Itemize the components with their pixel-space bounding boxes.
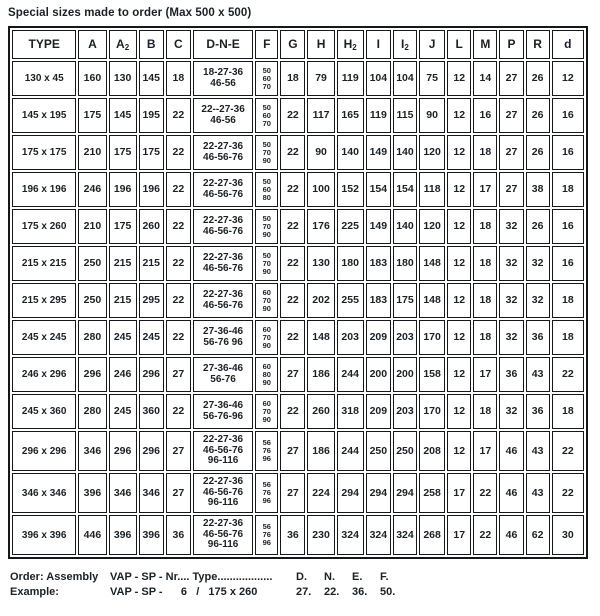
cell-p: 32 bbox=[499, 394, 523, 429]
cell-i: 200 bbox=[366, 357, 391, 392]
col-header-m: M bbox=[473, 30, 497, 59]
cell-c: 22 bbox=[166, 172, 191, 207]
cell-p: 36 bbox=[499, 357, 523, 392]
cell-i: 149 bbox=[366, 135, 391, 170]
cell-b: 295 bbox=[139, 283, 164, 318]
cell-m: 14 bbox=[473, 61, 497, 96]
cell-i2: 203 bbox=[393, 320, 417, 355]
table-row bbox=[12, 98, 584, 133]
cell-dne: 27-36-46 56-76-96 bbox=[193, 394, 253, 429]
cell-b: 175 bbox=[139, 135, 164, 170]
cell-h: 148 bbox=[307, 320, 334, 355]
cell-b: 145 bbox=[139, 61, 164, 96]
cell-type: 346 x 346 bbox=[12, 473, 76, 513]
table-row bbox=[12, 283, 584, 318]
cell-b: 260 bbox=[139, 209, 164, 244]
col-header-h2: $H_2$ bbox=[337, 30, 364, 59]
cell-l: 12 bbox=[447, 357, 471, 392]
col-header-dne: D-N-E bbox=[193, 30, 253, 59]
table-row bbox=[12, 320, 584, 355]
cell-f: 50 70 90 bbox=[255, 135, 278, 170]
cell-h: 176 bbox=[307, 209, 334, 244]
cell-type: 130 x 45 bbox=[12, 61, 76, 96]
cell-j: 208 bbox=[419, 431, 445, 471]
cell-j: 148 bbox=[419, 246, 445, 281]
cell-d: 22 bbox=[552, 473, 584, 513]
cell-i: 149 bbox=[366, 209, 391, 244]
cell-a: 296 bbox=[78, 357, 106, 392]
cell-type: 196 x 196 bbox=[12, 172, 76, 207]
cell-i2: 203 bbox=[393, 394, 417, 429]
cell-c: 22 bbox=[166, 135, 191, 170]
cell-f: 56 76 96 bbox=[255, 515, 278, 555]
cell-m: 18 bbox=[473, 209, 497, 244]
cell-f: 50 70 90 bbox=[255, 246, 278, 281]
cell-f: 56 76 96 bbox=[255, 431, 278, 471]
col-header-a: A bbox=[78, 30, 106, 59]
cell-h2: 244 bbox=[337, 431, 364, 471]
cell-m: 17 bbox=[473, 172, 497, 207]
cell-g: 22 bbox=[280, 394, 305, 429]
cell-i2: 294 bbox=[393, 473, 417, 513]
cell-d: 22 bbox=[552, 431, 584, 471]
cell-c: 22 bbox=[166, 283, 191, 318]
cell-h: 224 bbox=[307, 473, 334, 513]
table-body bbox=[12, 61, 584, 555]
cell-f: 50 60 80 bbox=[255, 172, 278, 207]
cell-h: 260 bbox=[307, 394, 334, 429]
cell-i: 250 bbox=[366, 431, 391, 471]
cell-c: 22 bbox=[166, 246, 191, 281]
cell-type: 396 x 396 bbox=[12, 515, 76, 555]
cell-a: 396 bbox=[78, 473, 106, 513]
cell-h2: 318 bbox=[337, 394, 364, 429]
cell-dne: 22--27-36 46-56 bbox=[193, 98, 253, 133]
cell-r: 38 bbox=[526, 172, 550, 207]
cell-j: 120 bbox=[419, 135, 445, 170]
cell-i2: 200 bbox=[393, 357, 417, 392]
cell-h: 202 bbox=[307, 283, 334, 318]
cell-r: 43 bbox=[526, 473, 550, 513]
table-row bbox=[12, 246, 584, 281]
cell-c: 22 bbox=[166, 98, 191, 133]
col-header-j: J bbox=[419, 30, 445, 59]
cell-a2: 245 bbox=[109, 394, 137, 429]
cell-p: 27 bbox=[499, 172, 523, 207]
cell-h2: 152 bbox=[337, 172, 364, 207]
cell-h2: 294 bbox=[337, 473, 364, 513]
cell-r: 43 bbox=[526, 357, 550, 392]
cell-dne: 22-27-36 46-56-76 bbox=[193, 135, 253, 170]
cell-dne: 22-27-36 46-56-76 bbox=[193, 246, 253, 281]
example-line bbox=[10, 585, 594, 600]
cell-p: 32 bbox=[499, 209, 523, 244]
cell-d: 18 bbox=[552, 283, 584, 318]
cell-a: 280 bbox=[78, 320, 106, 355]
cell-b: 396 bbox=[139, 515, 164, 555]
cell-g: 22 bbox=[280, 209, 305, 244]
cell-h: 117 bbox=[307, 98, 334, 133]
cell-dne: 22-27-36 46-56-76 96-116 bbox=[193, 515, 253, 555]
cell-dne: 27-36-46 56-76 bbox=[193, 357, 253, 392]
cell-c: 22 bbox=[166, 320, 191, 355]
cell-j: 75 bbox=[419, 61, 445, 96]
cell-i: 294 bbox=[366, 473, 391, 513]
cell-f: 60 70 90 bbox=[255, 320, 278, 355]
cell-h: 186 bbox=[307, 357, 334, 392]
cell-f: 50 60 70 bbox=[255, 98, 278, 133]
cell-m: 22 bbox=[473, 515, 497, 555]
cell-m: 18 bbox=[473, 283, 497, 318]
cell-r: 32 bbox=[526, 246, 550, 281]
cell-p: 46 bbox=[499, 473, 523, 513]
cell-d: 30 bbox=[552, 515, 584, 555]
cell-l: 12 bbox=[447, 172, 471, 207]
cell-r: 62 bbox=[526, 515, 550, 555]
cell-l: 12 bbox=[447, 320, 471, 355]
cell-g: 22 bbox=[280, 172, 305, 207]
cell-type: 175 x 260 bbox=[12, 209, 76, 244]
cell-a: 175 bbox=[78, 98, 106, 133]
cell-h: 186 bbox=[307, 431, 334, 471]
cell-a: 250 bbox=[78, 246, 106, 281]
table-row bbox=[12, 515, 584, 555]
cell-l: 17 bbox=[447, 515, 471, 555]
example-code: VAP - SP - 6 / 175 x 260 bbox=[110, 586, 258, 598]
cell-d: 16 bbox=[552, 135, 584, 170]
cell-h2: 119 bbox=[337, 61, 364, 96]
col-header-h: H bbox=[307, 30, 334, 59]
cell-a2: 175 bbox=[109, 209, 137, 244]
cell-m: 18 bbox=[473, 394, 497, 429]
cell-p: 46 bbox=[499, 515, 523, 555]
example-col-d: 27. bbox=[296, 586, 312, 598]
cell-i: 104 bbox=[366, 61, 391, 96]
cell-j: 170 bbox=[419, 320, 445, 355]
cell-p: 46 bbox=[499, 431, 523, 471]
cell-h2: 165 bbox=[337, 98, 364, 133]
cell-dne: 22-27-36 46-56-76 96-116 bbox=[193, 431, 253, 471]
cell-i: 154 bbox=[366, 172, 391, 207]
cell-d: 16 bbox=[552, 209, 584, 244]
cell-m: 18 bbox=[473, 135, 497, 170]
cell-r: 36 bbox=[526, 394, 550, 429]
table-row bbox=[12, 431, 584, 471]
cell-l: 12 bbox=[447, 61, 471, 96]
cell-l: 12 bbox=[447, 209, 471, 244]
cell-h: 100 bbox=[307, 172, 334, 207]
cell-l: 12 bbox=[447, 135, 471, 170]
cell-h: 130 bbox=[307, 246, 334, 281]
table-row bbox=[12, 473, 584, 513]
cell-i: 209 bbox=[366, 394, 391, 429]
cell-p: 32 bbox=[499, 320, 523, 355]
cell-c: 22 bbox=[166, 394, 191, 429]
cell-a2: 296 bbox=[109, 431, 137, 471]
cell-a: 246 bbox=[78, 172, 106, 207]
cell-g: 22 bbox=[280, 246, 305, 281]
cell-l: 12 bbox=[447, 283, 471, 318]
cell-a2: 145 bbox=[109, 98, 137, 133]
cell-type: 215 x 295 bbox=[12, 283, 76, 318]
cell-b: 346 bbox=[139, 473, 164, 513]
cell-a: 210 bbox=[78, 135, 106, 170]
cell-j: 158 bbox=[419, 357, 445, 392]
page-title: Special sizes made to order (Max 500 x 500) bbox=[8, 7, 252, 19]
cell-c: 36 bbox=[166, 515, 191, 555]
cell-r: 36 bbox=[526, 320, 550, 355]
cell-l: 12 bbox=[447, 394, 471, 429]
cell-h2: 140 bbox=[337, 135, 364, 170]
cell-a2: 346 bbox=[109, 473, 137, 513]
cell-b: 196 bbox=[139, 172, 164, 207]
cell-f: 50 60 70 bbox=[255, 61, 278, 96]
cell-a2: 175 bbox=[109, 135, 137, 170]
cell-g: 22 bbox=[280, 135, 305, 170]
cell-h: 79 bbox=[307, 61, 334, 96]
cell-b: 245 bbox=[139, 320, 164, 355]
col-header-a2: $A_2$ bbox=[109, 30, 137, 59]
example-label: Example: bbox=[10, 586, 59, 598]
cell-a2: 396 bbox=[109, 515, 137, 555]
order-col-n: N. bbox=[324, 571, 335, 583]
cell-a2: 245 bbox=[109, 320, 137, 355]
order-footer bbox=[10, 570, 594, 600]
example-col-n: 22. bbox=[324, 586, 340, 598]
cell-g: 27 bbox=[280, 473, 305, 513]
cell-i: 183 bbox=[366, 283, 391, 318]
cell-c: 18 bbox=[166, 61, 191, 96]
cell-i2: 140 bbox=[393, 209, 417, 244]
cell-i: 324 bbox=[366, 515, 391, 555]
col-header-r: R bbox=[526, 30, 550, 59]
cell-g: 22 bbox=[280, 320, 305, 355]
cell-a2: 130 bbox=[109, 61, 137, 96]
cell-a2: 215 bbox=[109, 283, 137, 318]
cell-i2: 104 bbox=[393, 61, 417, 96]
cell-h2: 255 bbox=[337, 283, 364, 318]
cell-h2: 203 bbox=[337, 320, 364, 355]
table-header bbox=[12, 30, 584, 59]
cell-r: 26 bbox=[526, 135, 550, 170]
cell-p: 27 bbox=[499, 98, 523, 133]
cell-type: 245 x 245 bbox=[12, 320, 76, 355]
cell-i2: 324 bbox=[393, 515, 417, 555]
cell-type: 175 x 175 bbox=[12, 135, 76, 170]
cell-d: 22 bbox=[552, 357, 584, 392]
cell-i2: 180 bbox=[393, 246, 417, 281]
cell-f: 60 70 90 bbox=[255, 394, 278, 429]
cell-i2: 154 bbox=[393, 172, 417, 207]
cell-r: 26 bbox=[526, 61, 550, 96]
table-row bbox=[12, 135, 584, 170]
cell-p: 27 bbox=[499, 61, 523, 96]
cell-dne: 22-27-36 46-56-76 bbox=[193, 172, 253, 207]
cell-h: 230 bbox=[307, 515, 334, 555]
cell-a2: 246 bbox=[109, 357, 137, 392]
cell-i2: 175 bbox=[393, 283, 417, 318]
cell-i: 119 bbox=[366, 98, 391, 133]
cell-m: 17 bbox=[473, 357, 497, 392]
cell-a: 160 bbox=[78, 61, 106, 96]
table-row bbox=[12, 394, 584, 429]
col-header-i2: $I_2$ bbox=[393, 30, 417, 59]
cell-a: 250 bbox=[78, 283, 106, 318]
cell-type: 245 x 360 bbox=[12, 394, 76, 429]
cell-b: 296 bbox=[139, 431, 164, 471]
col-header-p: P bbox=[499, 30, 523, 59]
cell-h2: 324 bbox=[337, 515, 364, 555]
cell-d: 18 bbox=[552, 320, 584, 355]
cell-d: 18 bbox=[552, 394, 584, 429]
cell-h2: 244 bbox=[337, 357, 364, 392]
cell-m: 18 bbox=[473, 246, 497, 281]
table-row bbox=[12, 209, 584, 244]
cell-f: 50 70 90 bbox=[255, 209, 278, 244]
cell-dne: 22-27-36 46-56-76 96-116 bbox=[193, 473, 253, 513]
cell-j: 268 bbox=[419, 515, 445, 555]
cell-r: 26 bbox=[526, 209, 550, 244]
col-header-i: I bbox=[366, 30, 391, 59]
cell-h: 90 bbox=[307, 135, 334, 170]
table-row bbox=[12, 357, 584, 392]
cell-l: 12 bbox=[447, 431, 471, 471]
cell-i: 209 bbox=[366, 320, 391, 355]
cell-a: 446 bbox=[78, 515, 106, 555]
cell-p: 32 bbox=[499, 246, 523, 281]
col-header-b: B bbox=[139, 30, 164, 59]
cell-m: 16 bbox=[473, 98, 497, 133]
cell-m: 22 bbox=[473, 473, 497, 513]
cell-a2: 196 bbox=[109, 172, 137, 207]
cell-j: 118 bbox=[419, 172, 445, 207]
cell-d: 18 bbox=[552, 172, 584, 207]
cell-c: 22 bbox=[166, 209, 191, 244]
cell-dne: 18-27-36 46-56 bbox=[193, 61, 253, 96]
cell-i: 183 bbox=[366, 246, 391, 281]
cell-a: 210 bbox=[78, 209, 106, 244]
cell-dne: 27-36-46 56-76 96 bbox=[193, 320, 253, 355]
header-row bbox=[12, 30, 584, 59]
example-col-e: 36. bbox=[352, 586, 368, 598]
order-code: VAP - SP - Nr.... Type.................. bbox=[110, 571, 273, 583]
cell-p: 27 bbox=[499, 135, 523, 170]
order-label: Order: Assembly bbox=[10, 571, 99, 583]
special-sizes-table bbox=[8, 26, 588, 559]
cell-m: 17 bbox=[473, 431, 497, 471]
cell-g: 27 bbox=[280, 431, 305, 471]
cell-a2: 215 bbox=[109, 246, 137, 281]
cell-h2: 180 bbox=[337, 246, 364, 281]
cell-j: 148 bbox=[419, 283, 445, 318]
cell-b: 296 bbox=[139, 357, 164, 392]
col-header-c: C bbox=[166, 30, 191, 59]
col-header-g: G bbox=[280, 30, 305, 59]
table-row bbox=[12, 172, 584, 207]
order-col-e: E. bbox=[352, 571, 363, 583]
order-col-f: F. bbox=[380, 571, 389, 583]
cell-p: 32 bbox=[499, 283, 523, 318]
cell-i2: 115 bbox=[393, 98, 417, 133]
cell-type: 246 x 296 bbox=[12, 357, 76, 392]
cell-i2: 250 bbox=[393, 431, 417, 471]
cell-g: 18 bbox=[280, 61, 305, 96]
cell-type: 215 x 215 bbox=[12, 246, 76, 281]
cell-b: 195 bbox=[139, 98, 164, 133]
cell-g: 27 bbox=[280, 357, 305, 392]
cell-l: 12 bbox=[447, 98, 471, 133]
cell-j: 90 bbox=[419, 98, 445, 133]
cell-m: 18 bbox=[473, 320, 497, 355]
order-col-d: D. bbox=[296, 571, 307, 583]
cell-g: 22 bbox=[280, 98, 305, 133]
cell-type: 145 x 195 bbox=[12, 98, 76, 133]
cell-b: 215 bbox=[139, 246, 164, 281]
cell-h2: 225 bbox=[337, 209, 364, 244]
cell-l: 12 bbox=[447, 246, 471, 281]
example-col-f: 50. bbox=[380, 586, 396, 598]
cell-r: 32 bbox=[526, 283, 550, 318]
col-header-f: F bbox=[255, 30, 278, 59]
cell-c: 27 bbox=[166, 357, 191, 392]
col-header-l: L bbox=[447, 30, 471, 59]
cell-dne: 22-27-36 46-56-76 bbox=[193, 283, 253, 318]
cell-d: 16 bbox=[552, 246, 584, 281]
cell-f: 60 70 90 bbox=[255, 283, 278, 318]
cell-a: 280 bbox=[78, 394, 106, 429]
cell-j: 170 bbox=[419, 394, 445, 429]
cell-f: 56 76 96 bbox=[255, 473, 278, 513]
cell-a: 346 bbox=[78, 431, 106, 471]
table-row bbox=[12, 61, 584, 96]
order-line bbox=[10, 570, 594, 585]
cell-i2: 140 bbox=[393, 135, 417, 170]
cell-g: 36 bbox=[280, 515, 305, 555]
cell-r: 43 bbox=[526, 431, 550, 471]
cell-f: 60 80 90 bbox=[255, 357, 278, 392]
col-header-type: TYPE bbox=[12, 30, 76, 59]
cell-c: 27 bbox=[166, 473, 191, 513]
cell-j: 258 bbox=[419, 473, 445, 513]
cell-j: 120 bbox=[419, 209, 445, 244]
cell-b: 360 bbox=[139, 394, 164, 429]
cell-type: 296 x 296 bbox=[12, 431, 76, 471]
cell-g: 22 bbox=[280, 283, 305, 318]
cell-c: 27 bbox=[166, 431, 191, 471]
cell-dne: 22-27-36 46-56-76 bbox=[193, 209, 253, 244]
cell-d: 16 bbox=[552, 98, 584, 133]
col-header-d: d bbox=[552, 30, 584, 59]
cell-r: 26 bbox=[526, 98, 550, 133]
cell-l: 17 bbox=[447, 473, 471, 513]
cell-d: 12 bbox=[552, 61, 584, 96]
